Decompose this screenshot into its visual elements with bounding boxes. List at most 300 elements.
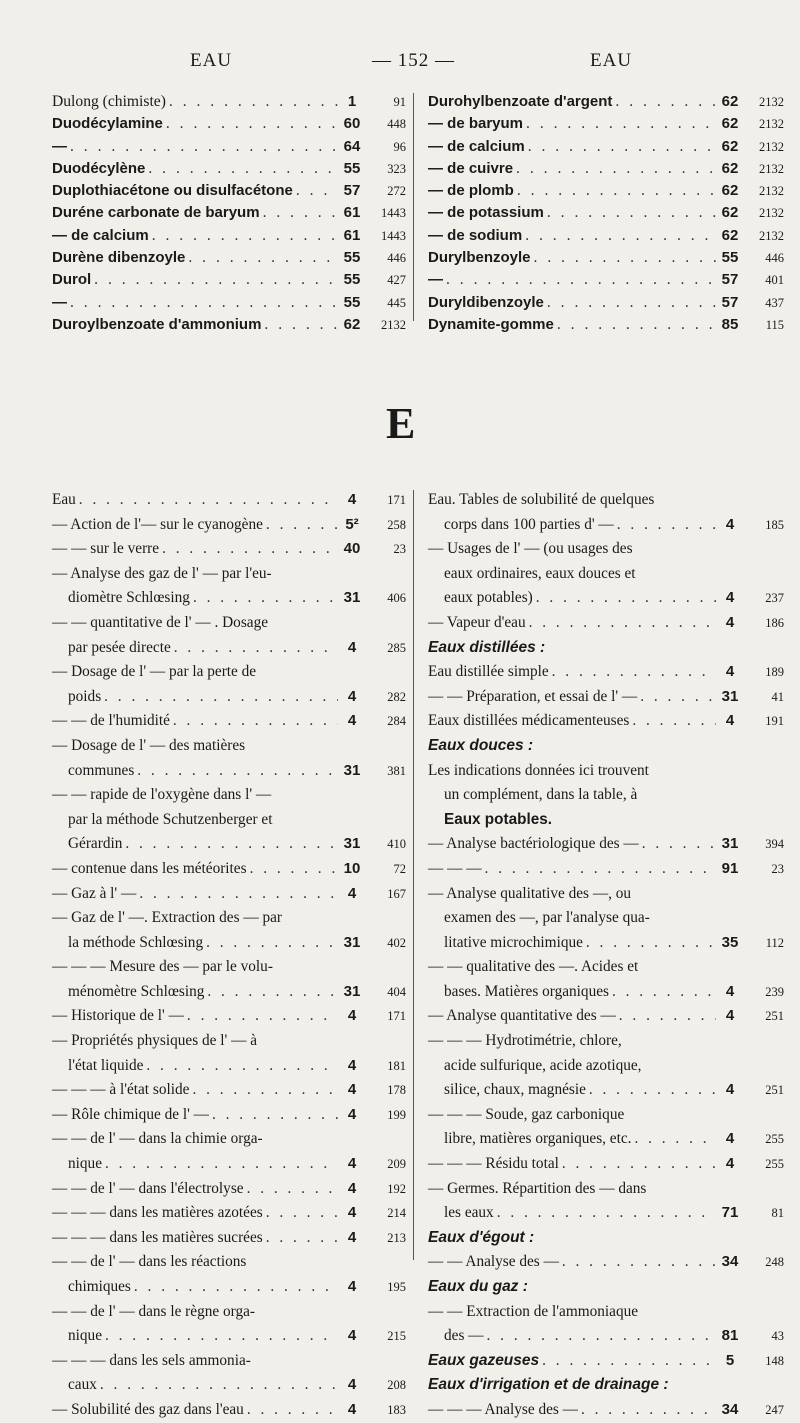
leader-dots [559,1152,716,1177]
entry-term: — Analyse bactériologique des — [428,835,639,853]
entry-page: 208 [387,1378,406,1393]
index-entry [428,247,784,269]
index-entry [52,636,406,661]
entry-term: nique [68,1155,102,1173]
index-text-line: par la méthode Schutzenberger et [68,810,273,828]
leader-dots [263,1201,338,1226]
entry-page: 1443 [381,206,406,221]
entry-term: — [52,137,67,155]
entry-page: 192 [387,1181,406,1196]
entry-page: 323 [387,161,406,176]
entry-page: 209 [387,1157,406,1172]
entry-term: Eaux distillées médicamenteuses [428,712,630,730]
index-entry [428,113,784,135]
entry-page: 43 [771,1329,784,1344]
entry-volume: 4 [347,638,357,656]
entry-page: 189 [765,665,784,680]
leader-dots [637,685,716,710]
index-column-bottom-right [428,488,784,1423]
leader-dots [539,1349,716,1374]
entry-volume: 62 [721,226,739,244]
entry-page: 23 [393,542,406,557]
entry-page: 446 [387,251,406,266]
leader-dots [533,586,716,611]
entry-term: eaux potables) [444,589,533,607]
entry-page: 96 [393,139,406,154]
entry-page: 81 [771,1206,784,1221]
leader-dots [101,685,338,710]
leader-dots [67,136,338,158]
leader-dots [531,247,716,269]
entry-volume: 4 [725,1007,735,1025]
index-entry [52,586,406,611]
entry-page: 72 [393,861,406,876]
entry-term: — de potassium [428,204,544,222]
index-entry [52,1004,406,1029]
entry-page: 41 [771,689,784,704]
index-entry [428,1201,784,1226]
entry-term: nique [68,1327,102,1345]
index-entry [428,685,784,710]
index-entry [52,980,406,1005]
entry-volume: 4 [347,687,357,705]
leader-dots [559,1250,716,1275]
leader-dots [131,1275,338,1300]
section-subheading: Eaux douces : [428,736,534,754]
leader-dots [523,113,716,135]
entry-term: Duryldibenzoyle [428,293,544,311]
entry-volume: 61 [343,204,361,222]
leader-dots [149,225,338,247]
entry-volume: 55 [343,293,361,311]
leader-dots [514,180,716,202]
index-entry [428,832,784,857]
section-subheading: Eaux du gaz : [428,1278,528,1295]
index-entry [428,1004,784,1029]
entry-page: 195 [387,1280,406,1294]
entry-page: 115 [765,317,784,332]
leader-dots [513,158,716,180]
header-right-title: EAU [590,50,633,71]
index-entry [52,247,406,269]
index-entry [428,1324,784,1349]
leader-dots [578,1398,716,1423]
index-text-line: — — de l' — dans le règne orga- [52,1302,255,1320]
entry-page: 247 [765,1402,784,1417]
entry-page: 2132 [381,317,406,332]
entry-volume: 31 [343,982,361,1000]
entry-page: 239 [765,984,784,999]
index-text-line: — — — Hydrotimétrie, chlore, [428,1032,622,1050]
index-text-line: — Dosage de l' — des matières [52,736,246,754]
entry-volume: 62 [343,315,361,333]
index-entry [52,1177,406,1202]
entry-volume: 4 [725,712,735,730]
entry-volume: 10 [343,859,361,877]
entry-term: corps dans 100 parties d' — [444,515,614,533]
entry-volume: 4 [347,1081,357,1099]
index-text-line: — Analyse qualitative des —, ou [428,884,632,902]
index-text-line: — Gaz de l' —. Extraction des — par [52,909,283,927]
index-entry [52,292,406,314]
entry-term: caux [68,1376,97,1394]
leader-dots [525,136,716,158]
entry-page: 404 [387,984,406,999]
entry-page: 445 [387,295,406,310]
leader-dots [134,759,338,784]
entry-term: Gérardin [68,835,123,853]
leader-dots [166,91,338,113]
leader-dots [163,113,338,135]
entry-term: diomètre Schlœsing [68,589,190,607]
entry-volume: 4 [347,1056,357,1074]
entry-term: — de calcium [52,226,149,244]
index-text-line: — — Extraction de l'ammoniaque [428,1302,639,1320]
index-entry [428,136,784,158]
entry-page: 410 [387,837,406,852]
entry-volume: 4 [725,589,735,607]
header-left-title: EAU [190,50,233,71]
leader-dots [629,709,716,734]
entry-page: 402 [387,935,406,950]
entry-term: — Analyse quantitative des — [428,1007,616,1025]
entry-volume: 4 [725,1155,735,1173]
leader-dots [293,180,338,202]
index-entry [52,488,406,513]
section-subheading: Eaux distillées : [428,638,546,656]
leader-dots [443,269,716,291]
index-entry [52,202,406,224]
entry-page: 199 [387,1107,406,1122]
index-text-line: — — — Soude, gaz carbonique [428,1105,625,1123]
leader-dots [189,1078,338,1103]
entry-term: Durol [52,271,92,289]
entry-term: — — Analyse des — [428,1253,559,1271]
index-text-line: — — de l' — dans les réactions [52,1253,247,1271]
index-entry [52,882,406,907]
entry-volume: 81 [721,1327,739,1345]
entry-term: Eaux gazeuses [428,1351,540,1369]
entry-volume: 57 [721,293,739,311]
entry-page: 213 [387,1230,406,1245]
entry-volume: 4 [347,1278,357,1295]
entry-volume: 62 [721,137,739,155]
entry-term: — [428,271,443,289]
index-entry [52,1398,406,1423]
leader-dots [544,292,716,314]
leader-dots [554,314,716,336]
index-entry [52,537,406,562]
entry-term: chimiques [68,1278,131,1295]
section-subheading: Eaux d'égout : [428,1228,535,1246]
leader-dots [263,1226,338,1251]
entry-volume: 62 [721,115,739,133]
index-text-line: examen des —, par l'analyse qua- [444,909,650,927]
entry-term: — — — dans les matières sucrées [52,1228,263,1246]
entry-term: les eaux [444,1204,494,1222]
entry-volume: 4 [725,1130,735,1148]
index-entry [52,513,406,538]
entry-page: 191 [765,714,784,729]
entry-page: 167 [387,886,406,901]
entry-term: — [52,293,67,311]
entry-page: 251 [765,1083,784,1098]
entry-volume: 4 [347,1327,357,1345]
leader-dots [522,225,716,247]
leader-dots [609,980,716,1005]
entry-term: Eau distillée simple [428,663,549,681]
entry-term: Dynamite-gomme [428,315,554,333]
entry-volume: 35 [721,933,739,951]
entry-volume: 4 [725,515,735,533]
entry-term: — — — [428,859,482,877]
entry-page: 285 [387,640,406,655]
entry-volume: 4 [347,1179,357,1197]
entry-page: 448 [387,117,406,132]
entry-page: 178 [387,1083,406,1098]
entry-volume: 62 [721,159,739,177]
index-entry [428,1250,784,1275]
entry-term: Duréne carbonate de baryum [52,204,260,222]
index-entry [428,1127,784,1152]
leader-dots [97,1373,338,1398]
index-entry [428,314,784,336]
index-entry [428,660,784,685]
section-letter: E [386,399,416,448]
index-entry [428,980,784,1005]
leader-dots [583,931,716,956]
entry-page: 112 [765,935,784,950]
entry-volume: 34 [721,1253,739,1271]
entry-page: 2132 [759,139,784,154]
entry-term: — — sur le verre [52,540,160,558]
index-entry [52,1078,406,1103]
entry-term: Durohylbenzoate d'argent [428,93,613,110]
index-entry [52,314,406,336]
entry-term: par pesée directe [68,638,171,656]
entry-term: communes [68,761,135,779]
entry-page: 284 [387,714,406,729]
entry-term: litative microchimique [444,933,583,951]
leader-dots [145,158,338,180]
entry-page: 2132 [759,117,784,132]
index-text-line: — — qualitative des —. Acides et [428,958,639,976]
entry-volume: 55 [343,271,361,289]
index-entry [428,1152,784,1177]
entry-term: — Historique de l' — [52,1007,184,1025]
leader-dots [639,832,716,857]
entry-page: 437 [765,295,784,310]
entry-page: 446 [765,251,784,266]
index-entry [52,91,406,113]
entry-term: silice, chaux, magnésie [444,1081,586,1099]
entry-volume: 4 [725,1081,735,1099]
entry-page: 258 [387,517,406,532]
leader-dots [260,202,338,224]
entry-page: 272 [387,184,406,199]
index-entry [52,225,406,247]
entry-volume: 4 [725,982,735,1000]
index-text-line: acide sulfurique, acide azotique, [444,1056,642,1074]
index-text-line: un complément, dans la table, à [444,786,638,804]
entry-page: 1443 [381,228,406,243]
entry-term: bases. Matières organiques [444,982,609,1000]
entry-page: 185 [765,517,784,532]
entry-page: 255 [765,1157,784,1172]
entry-volume: 91 [721,859,739,877]
entry-term: — de baryum [428,115,524,133]
entry-term: — Action de l'— sur le cyanogène [52,515,263,533]
entry-page: 2132 [759,95,784,109]
leader-dots [122,832,338,857]
entry-volume: 62 [721,93,739,110]
leader-dots [631,1127,716,1152]
entry-volume: 4 [725,663,735,681]
entry-volume: 60 [343,115,361,133]
leader-dots [76,488,338,513]
index-entry [52,113,406,135]
leader-dots [170,709,338,734]
section-subheading: Eaux d'irrigation et de drainage : [428,1376,669,1394]
index-entry [52,269,406,291]
leader-dots [244,1177,338,1202]
index-entry [52,180,406,202]
entry-volume: 31 [721,687,739,705]
leader-dots [614,513,716,538]
entry-page: 394 [765,837,784,852]
entry-volume: 55 [343,159,361,177]
page-header [0,50,800,80]
entry-term: — de plomb [428,182,514,200]
leader-dots [616,1004,716,1029]
entry-volume: 4 [347,1204,357,1222]
index-entry [52,1226,406,1251]
entry-volume: 64 [343,137,361,155]
leader-dots [586,1078,716,1103]
entry-page: 381 [387,763,406,778]
entry-term: Duodécylamine [52,115,163,133]
index-entry [428,158,784,180]
entry-volume: 31 [343,933,361,951]
index-entry [52,931,406,956]
index-text-line: — Analyse des gaz de l' — par l'eu- [52,564,272,582]
entry-term: — — — Analyse des — [428,1400,578,1418]
entry-term: — contenue dans les météorites [52,859,247,877]
entry-page: 215 [387,1329,406,1344]
index-text-line: Eaux potables. [444,810,552,828]
entry-volume: 31 [343,835,361,853]
entry-term: l'état liquide [68,1056,144,1074]
leader-dots [159,537,338,562]
leader-dots [261,314,338,336]
leader-dots [190,586,338,611]
index-text-line: Eau. Tables de solubilité de quelques [428,491,655,508]
index-entry [428,292,784,314]
index-entry [428,180,784,202]
leader-dots [102,1324,338,1349]
entry-page: 282 [387,689,406,704]
leader-dots [143,1054,338,1079]
entry-term: — — de l' — dans l'électrolyse [52,1179,244,1197]
entry-page: 255 [765,1132,784,1147]
index-text-line: Les indications données ici trouvent [428,761,649,779]
entry-term: — Vapeur d'eau [428,613,526,631]
index-text-line: — Germes. Répartition des — dans [428,1179,647,1197]
entry-volume: 57 [721,271,739,289]
entry-term: — Rôle chimique de l' — [52,1105,209,1123]
entry-volume: 1 [347,93,357,110]
entry-volume: 62 [721,182,739,200]
entry-volume: 4 [347,712,357,730]
leader-dots [244,1398,338,1423]
leader-dots [209,1103,338,1128]
leader-dots [549,660,716,685]
index-text-line: — — — Mesure des — par le volu- [52,958,273,976]
index-column-top-left [52,91,406,336]
entry-volume: 5 [725,1351,735,1369]
entry-volume: 4 [347,1155,357,1173]
entry-page: 214 [387,1206,406,1221]
entry-volume: 4 [347,1376,357,1394]
entry-term: Duplothiacétone ou disulfacétone [52,182,293,200]
index-text-line: — — rapide de l'oxygène dans l' — [52,786,272,804]
index-entry [428,931,784,956]
entry-term: — de sodium [428,226,523,244]
entry-volume: 55 [721,249,739,267]
entry-volume: 85 [721,315,739,333]
entry-volume: 62 [721,204,739,222]
index-entry [52,1152,406,1177]
index-entry [428,269,784,291]
leader-dots [612,91,716,113]
index-text-line: — Propriétés physiques de l' — à [52,1032,257,1050]
entry-term: la méthode Schlœsing [68,933,204,951]
index-entry [428,857,784,882]
entry-term: — Gaz à l' — [52,884,137,902]
entry-term: — de cuivre [428,159,514,177]
entry-term: — Solubilité des gaz dans l'eau [52,1400,244,1418]
entry-volume: 4 [725,613,735,631]
entry-volume: 40 [343,540,361,558]
leader-dots [91,269,338,291]
entry-volume: 4 [347,1007,357,1025]
entry-page: 148 [765,1353,784,1368]
entry-page: 2132 [759,206,784,221]
index-text-line: — — — dans les sels ammonia- [52,1351,251,1369]
entry-page: 91 [393,95,406,109]
leader-dots [247,857,338,882]
index-text-line: — Dosage de l' — par la perte de [52,663,257,681]
index-entry [52,1324,406,1349]
entry-page: 2132 [759,184,784,199]
index-text-line: — Usages de l' — (ou usages des [428,540,633,558]
entry-volume: 61 [343,226,361,244]
entry-term: Durylbenzoyle [428,249,531,267]
entry-page: 171 [387,493,406,507]
index-entry [428,611,784,636]
entry-term: — — de l'humidité [52,712,170,730]
entry-page: 171 [387,1009,406,1024]
entry-page: 2132 [759,161,784,176]
entry-page: 23 [771,861,784,876]
entry-term: Duroylbenzoate d'ammonium [52,315,262,333]
entry-volume: 4 [347,491,357,508]
entry-volume: 57 [343,182,361,200]
entry-page: 183 [387,1402,406,1417]
index-text-line: eaux ordinaires, eaux douces et [444,564,636,582]
entry-page: 237 [765,591,784,606]
entry-term: Eau [52,491,76,508]
